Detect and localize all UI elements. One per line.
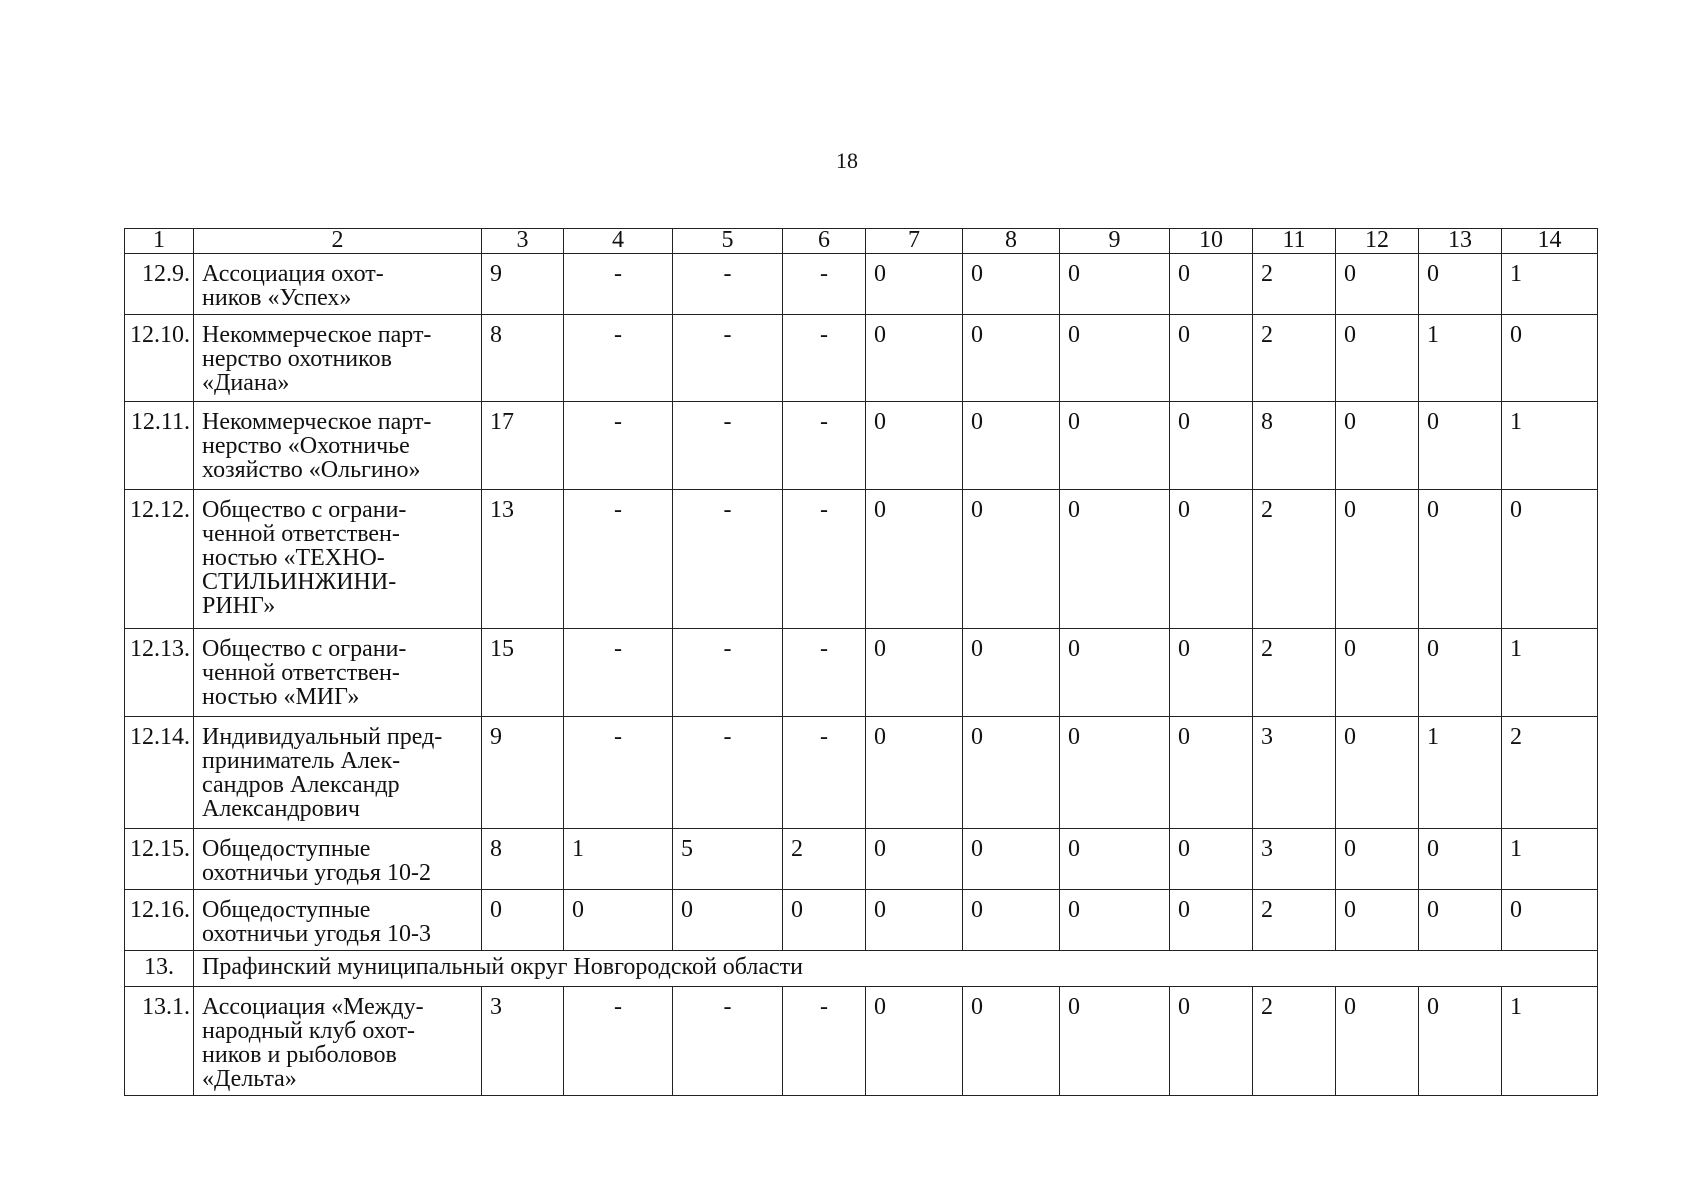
table-cell: 0 — [1419, 402, 1502, 490]
table-cell: 0 — [1170, 717, 1253, 829]
row-number: 12.10. — [125, 315, 194, 402]
table-cell: - — [564, 402, 673, 490]
table-cell: - — [783, 629, 866, 717]
table-cell: 2 — [1502, 717, 1598, 829]
column-header: 6 — [783, 229, 866, 254]
table-cell: - — [783, 254, 866, 315]
table-cell: - — [564, 490, 673, 629]
table-cell: 0 — [1060, 629, 1170, 717]
table-row — [125, 402, 1598, 490]
table-cell: 0 — [963, 490, 1060, 629]
table-cell: 2 — [783, 829, 866, 890]
table-cell: 0 — [866, 629, 963, 717]
table-cell: 2 — [1253, 490, 1336, 629]
table-cell: 1 — [1502, 402, 1598, 490]
table-cell: 0 — [1170, 490, 1253, 629]
table-cell: 0 — [866, 315, 963, 402]
table-cell: 2 — [1253, 987, 1336, 1096]
table-cell: 0 — [963, 890, 1060, 951]
table-cell: 0 — [1336, 717, 1419, 829]
table-cell: - — [783, 490, 866, 629]
table-cell: 9 — [482, 254, 564, 315]
table-cell: - — [673, 402, 783, 490]
table-cell: 0 — [1502, 890, 1598, 951]
table-cell: 0 — [1419, 829, 1502, 890]
table-row — [125, 490, 1598, 629]
table-cell: - — [673, 315, 783, 402]
table-cell: 0 — [1060, 315, 1170, 402]
table-cell: 0 — [1060, 490, 1170, 629]
column-header: 2 — [194, 229, 482, 254]
table-cell: 0 — [963, 829, 1060, 890]
table-cell: 0 — [1419, 490, 1502, 629]
row-number: 12.12. — [125, 490, 194, 629]
table-cell: 0 — [1060, 402, 1170, 490]
table-cell: - — [783, 402, 866, 490]
table-cell: 0 — [1170, 629, 1253, 717]
row-number: 12.16. — [125, 890, 194, 951]
table-row — [125, 254, 1598, 315]
table-cell: 8 — [482, 829, 564, 890]
table-cell: 1 — [1502, 254, 1598, 315]
table-cell: 0 — [1419, 987, 1502, 1096]
table-cell: 0 — [1336, 829, 1419, 890]
column-header: 12 — [1336, 229, 1419, 254]
table-cell: - — [673, 717, 783, 829]
table-cell: 0 — [1336, 315, 1419, 402]
table-row — [125, 717, 1598, 829]
table-cell: - — [783, 717, 866, 829]
table-cell: - — [673, 490, 783, 629]
column-header: 4 — [564, 229, 673, 254]
table-row — [125, 629, 1598, 717]
table-cell: 0 — [963, 629, 1060, 717]
table-cell: 0 — [963, 315, 1060, 402]
organization-name: Индивидуальный пред- приниматель Алек- сандров Александр Александрович — [194, 717, 482, 829]
table-cell: 0 — [1336, 490, 1419, 629]
organization-name: Некоммерческое парт- нерство «Охотничье хозяйство «Ольгино» — [194, 402, 482, 490]
table-cell: 0 — [1170, 402, 1253, 490]
row-number: 12.11. — [125, 402, 194, 490]
table-cell: 0 — [482, 890, 564, 951]
section-title: Прафинский муниципальный округ Новгородской области — [194, 951, 1598, 987]
table-cell: 0 — [1170, 254, 1253, 315]
row-number: 12.15. — [125, 829, 194, 890]
table-cell: - — [564, 629, 673, 717]
row-number: 12.13. — [125, 629, 194, 717]
table-cell: 0 — [866, 717, 963, 829]
table-row — [125, 829, 1598, 890]
table-cell: 0 — [1419, 629, 1502, 717]
table-cell: 1 — [1502, 829, 1598, 890]
table-cell: - — [564, 717, 673, 829]
organization-name: Общедоступные охотничьи угодья 10-2 — [194, 829, 482, 890]
organization-name: Общество с ограни- ченной ответствен- ностью «МИГ» — [194, 629, 482, 717]
table-cell: 1 — [1419, 717, 1502, 829]
table-cell: 0 — [1419, 254, 1502, 315]
table-cell: 0 — [866, 402, 963, 490]
table-cell: 0 — [1336, 890, 1419, 951]
table-cell: 0 — [1170, 890, 1253, 951]
table-cell: 3 — [1253, 717, 1336, 829]
table-cell: - — [673, 987, 783, 1096]
table-cell: - — [564, 315, 673, 402]
table-cell: 15 — [482, 629, 564, 717]
table-cell: 8 — [1253, 402, 1336, 490]
table-cell: 9 — [482, 717, 564, 829]
section-number: 13. — [125, 951, 194, 987]
header-row — [125, 229, 1598, 254]
table-cell: 0 — [1060, 717, 1170, 829]
column-header: 10 — [1170, 229, 1253, 254]
table-cell: 2 — [1253, 629, 1336, 717]
table-cell: 2 — [1253, 315, 1336, 402]
table-cell: 0 — [963, 254, 1060, 315]
table-cell: 0 — [1170, 987, 1253, 1096]
data-table — [124, 228, 1598, 1096]
table-row — [125, 315, 1598, 402]
table-cell: - — [564, 254, 673, 315]
organization-name: Ассоциация охот- ников «Успех» — [194, 254, 482, 315]
table-cell: 13 — [482, 490, 564, 629]
table-cell: 0 — [673, 890, 783, 951]
table-cell: - — [783, 987, 866, 1096]
table-cell: 0 — [783, 890, 866, 951]
table-cell: - — [783, 315, 866, 402]
table-cell: 0 — [1336, 987, 1419, 1096]
row-number: 12.14. — [125, 717, 194, 829]
table-cell: 0 — [1060, 890, 1170, 951]
table-cell: - — [673, 254, 783, 315]
table-cell: 0 — [1419, 890, 1502, 951]
table-cell: 5 — [673, 829, 783, 890]
column-header: 7 — [866, 229, 963, 254]
column-header: 9 — [1060, 229, 1170, 254]
table-cell: 0 — [963, 402, 1060, 490]
table-cell: 0 — [866, 890, 963, 951]
organization-name: Некоммерческое парт- нерство охотников «Диана» — [194, 315, 482, 402]
table-cell: 0 — [1060, 254, 1170, 315]
table-cell: 0 — [1170, 829, 1253, 890]
table-body — [125, 229, 1598, 1096]
table-row — [125, 890, 1598, 951]
table-cell: 1 — [564, 829, 673, 890]
table-cell: 3 — [1253, 829, 1336, 890]
column-header: 14 — [1502, 229, 1598, 254]
table-cell: 0 — [1502, 490, 1598, 629]
table-cell: 0 — [1502, 315, 1598, 402]
column-header: 5 — [673, 229, 783, 254]
table-cell: 0 — [963, 987, 1060, 1096]
table-cell: 8 — [482, 315, 564, 402]
table-cell: 0 — [1336, 629, 1419, 717]
row-number: 13.1. — [125, 987, 194, 1096]
column-header: 1 — [125, 229, 194, 254]
table-cell: 2 — [1253, 254, 1336, 315]
table-cell: 0 — [963, 717, 1060, 829]
table-cell: 17 — [482, 402, 564, 490]
table-cell: 0 — [866, 254, 963, 315]
table-cell: 3 — [482, 987, 564, 1096]
table-cell: 0 — [866, 987, 963, 1096]
table-cell: - — [564, 987, 673, 1096]
table-cell: 0 — [1336, 254, 1419, 315]
table-cell: 0 — [866, 829, 963, 890]
table-cell: 1 — [1502, 987, 1598, 1096]
organization-name: Общедоступные охотничьи угодья 10-3 — [194, 890, 482, 951]
table-cell: 1 — [1419, 315, 1502, 402]
organization-name: Общество с ограни- ченной ответствен- ностью «ТЕХНО- СТИЛЬИНЖИНИ- РИНГ» — [194, 490, 482, 629]
row-number: 12.9. — [125, 254, 194, 315]
table-cell: 0 — [866, 490, 963, 629]
organization-name: Ассоциация «Между- народный клуб охот- ников и рыболовов «Дельта» — [194, 987, 482, 1096]
page-number: 18 — [836, 148, 858, 173]
table-row — [125, 987, 1598, 1096]
table-cell: 0 — [1336, 402, 1419, 490]
table-cell: 1 — [1502, 629, 1598, 717]
table-cell: 0 — [564, 890, 673, 951]
column-header: 3 — [482, 229, 564, 254]
section-row — [125, 951, 1598, 987]
table-cell: 0 — [1170, 315, 1253, 402]
column-header: 8 — [963, 229, 1060, 254]
table-cell: 2 — [1253, 890, 1336, 951]
table-cell: 0 — [1060, 829, 1170, 890]
column-header: 13 — [1419, 229, 1502, 254]
column-header: 11 — [1253, 229, 1336, 254]
table-cell: 0 — [1060, 987, 1170, 1096]
table-cell: - — [673, 629, 783, 717]
